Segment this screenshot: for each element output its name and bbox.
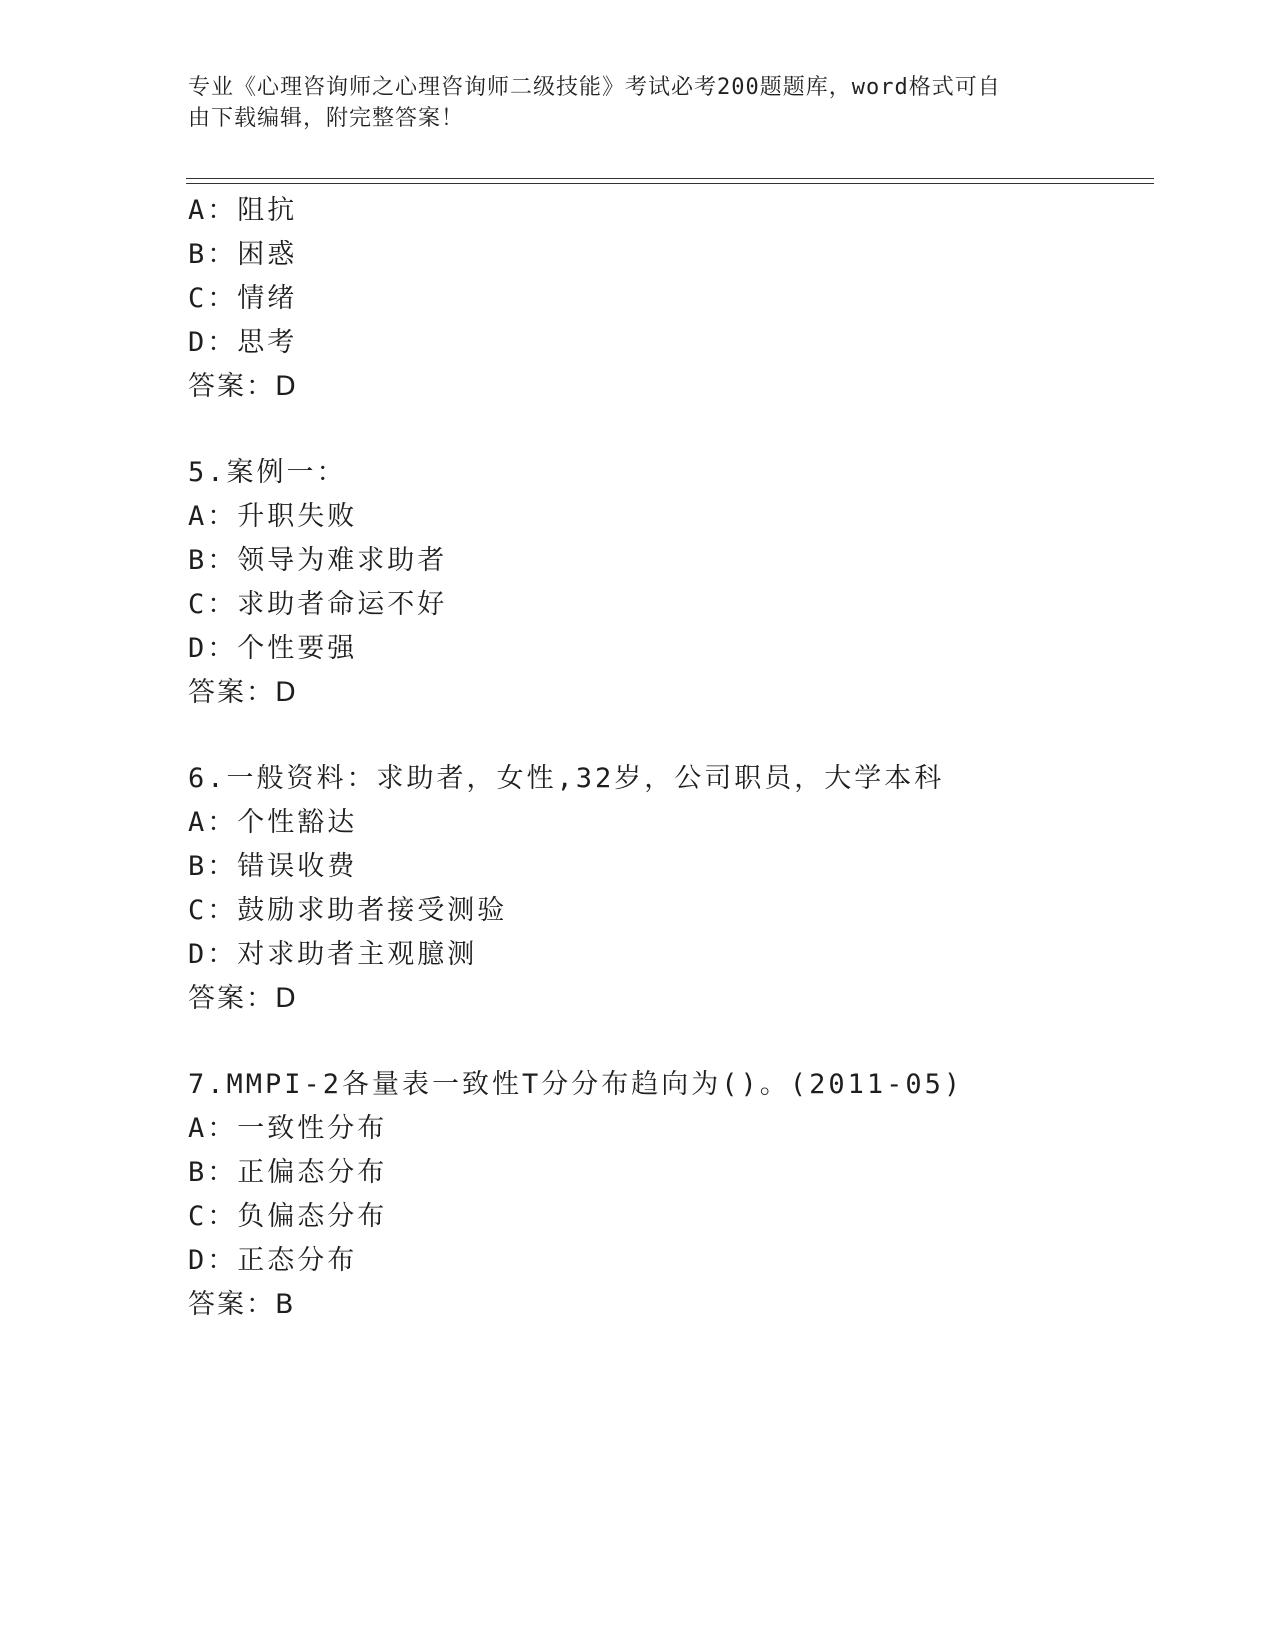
q4-answer: 答案：D	[188, 371, 298, 402]
q7-option-a: A：一致性分布	[188, 1113, 388, 1144]
q6-option-a: A：个性豁达	[188, 807, 358, 838]
header-intro-line-1: 专业《心理咨询师之心理咨询师二级技能》考试必考200题题库，word格式可自	[188, 75, 1001, 100]
q4-option-d: D：思考	[188, 327, 298, 358]
header-intro-line-2: 由下载编辑，附完整答案！	[188, 106, 465, 131]
q5-option-a: A：升职失败	[188, 501, 358, 532]
document-header	[188, 72, 1088, 134]
q5-option-b: B：领导为难求助者	[188, 545, 448, 576]
q4-option-a: A：阻抗	[188, 195, 298, 226]
q7-option-c: C：负偏态分布	[188, 1201, 388, 1232]
q7-question: 7.MMPI-2各量表一致性T分分布趋向为()。(2011-05)	[188, 1069, 964, 1100]
q7-option-d: D：正态分布	[188, 1245, 358, 1276]
q6-answer: 答案：D	[188, 983, 298, 1014]
q4-option-c: C：情绪	[188, 283, 298, 314]
header-divider-bottom	[186, 183, 1154, 184]
q6-option-d: D：对求助者主观臆测	[188, 939, 478, 970]
header-divider-top	[186, 178, 1154, 179]
q6-option-b: B：错误收费	[188, 851, 358, 882]
q4-option-b: B：困惑	[188, 239, 298, 270]
q5-answer: 答案：D	[188, 677, 298, 708]
q5-question: 5.案例一：	[188, 457, 347, 488]
q6-option-c: C：鼓励求助者接受测验	[188, 895, 508, 926]
q5-option-c: C：求助者命运不好	[188, 589, 448, 620]
q7-answer: 答案：B	[188, 1289, 296, 1320]
q5-option-d: D：个性要强	[188, 633, 358, 664]
q6-question: 6.一般资料：求助者，女性,32岁，公司职员，大学本科	[188, 763, 945, 794]
q7-option-b: B：正偏态分布	[188, 1157, 388, 1188]
